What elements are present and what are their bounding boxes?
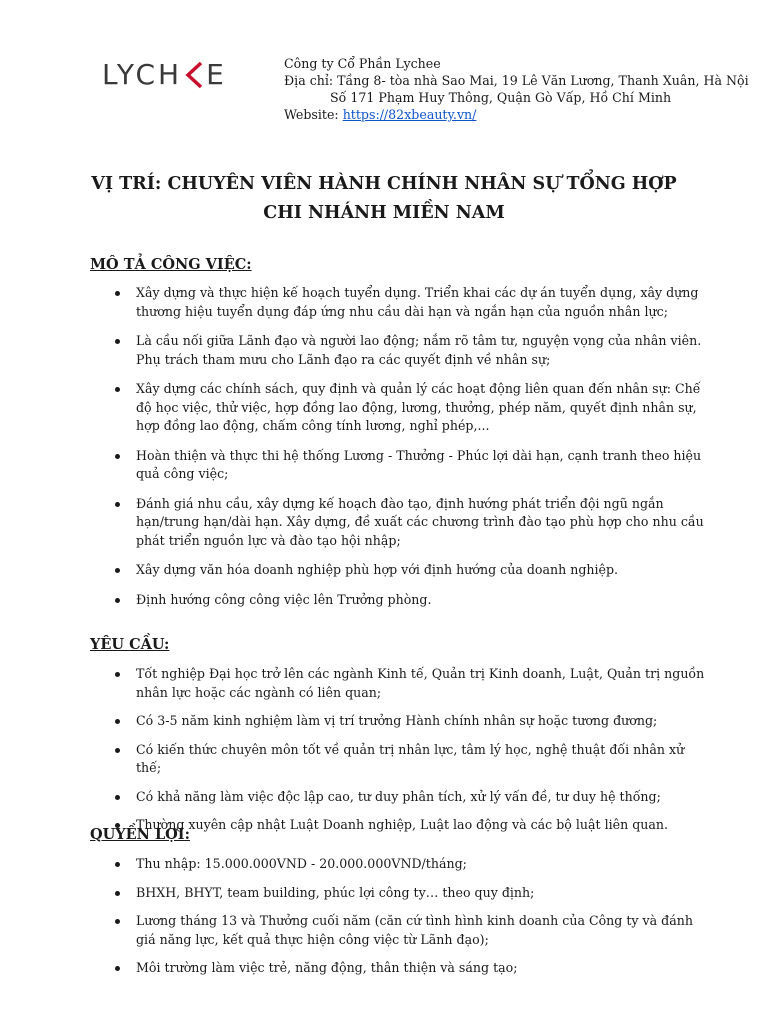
list-item-text: Là cầu nối giữa Lãnh đạo và người lao động; nắm rõ tâm tư, nguyện vọng của nhân viên. Phụ trách tham mưu cho Lãnh đạo ra các quyết định về nhân sự; — [136, 333, 702, 367]
list-item — [112, 788, 712, 807]
job-title-line2: CHI NHÁNH MIỀN NAM — [263, 203, 505, 223]
list-item-text: Lương tháng 13 và Thưởng cuối năm (căn cứ tình hình kinh doanh của Công ty và đánh giá năng lực, kết quả thực hiện công việc từ Lãnh đạo); — [136, 913, 693, 947]
list-item — [112, 912, 712, 949]
bullet-icon — [115, 454, 120, 459]
list-item — [112, 561, 712, 580]
list-item — [112, 591, 712, 610]
job-description-list — [112, 284, 712, 609]
list-item — [112, 855, 712, 874]
website-label: Website: — [284, 107, 343, 122]
list-item-text: Hoàn thiện và thực thi hệ thống Lương - Thưởng - Phúc lợi dài hạn, cạnh tranh theo hiệu quả công việc; — [136, 447, 702, 481]
company-address-hanoi: Địa chỉ: Tầng 8- tòa nhà Sao Mai, 19 Lê Văn Lương, Thanh Xuân, Hà Nội — [284, 73, 749, 88]
list-item — [112, 332, 712, 369]
list-item-text: Có 3-5 năm kinh nghiệm làm vị trí trưởng Hành chính nhân sự hoặc tương đương; — [136, 713, 658, 728]
bullet-icon — [115, 795, 120, 800]
bullet-icon — [115, 598, 120, 603]
list-item-text: Xây dựng các chính sách, quy định và quản lý các hoạt động liên quan đến nhân sự: Chế độ học việc, thử việc, hợp đồng lao động, lương, thưởng, phép năm, quyết định nhân sự, hợp đồng lao động, chấm công tính lương, nghỉ phép,... — [136, 381, 701, 433]
list-item-text: Tốt nghiệp Đại học trở lên các ngành Kinh tế, Quản trị Kinh doanh, Luật, Quản trị nguồn nhân lực hoặc các ngành có liên quan; — [136, 666, 705, 700]
lychee-mark-icon — [185, 61, 203, 89]
list-item — [112, 665, 712, 702]
bullet-icon — [115, 291, 120, 296]
list-item — [112, 741, 712, 778]
bullet-icon — [115, 719, 120, 724]
bullet-icon — [115, 568, 120, 573]
job-title — [0, 170, 768, 228]
benefits-heading: QUYỀN LỢI: — [90, 826, 190, 843]
list-item-text: Đánh giá nhu cầu, xây dựng kế hoạch đào tạo, định hướng phát triển đội ngũ ngắn hạn/trung hạn/dài hạn. Xây dựng, đề xuất các chương trình đào tạo phù hợp cho nhu cầu phát triển nguồn lực và đào tạo hội nhập; — [136, 495, 704, 548]
bullet-icon — [115, 862, 120, 867]
list-item-text: Thường xuyên cập nhật Luật Doanh nghiệp, Luật lao động và các bộ luật liên quan. — [136, 817, 668, 832]
bullet-icon — [115, 748, 120, 753]
list-item-text: Định hướng công công việc lên Trưởng phòng. — [136, 591, 432, 607]
list-item — [112, 884, 712, 903]
company-address-hcm: Số 171 Phạm Huy Thông, Quận Gò Vấp, Hồ Chí Minh — [330, 90, 672, 105]
list-item — [112, 959, 712, 978]
bullet-icon — [115, 339, 120, 344]
list-item-text: Có khả năng làm việc độc lập cao, tư duy phân tích, xử lý vấn đề, tư duy hệ thống; — [136, 788, 661, 804]
company-logo — [102, 58, 227, 91]
job-description-heading: MÔ TẢ CÔNG VIỆC: — [90, 256, 252, 273]
list-item — [112, 495, 712, 551]
list-item — [112, 380, 712, 436]
bullet-icon — [115, 672, 120, 677]
list-item-text: BHXH, BHYT, team building, phúc lợi công ty… theo quy định; — [136, 884, 535, 900]
list-item-text: Xây dựng và thực hiện kế hoạch tuyển dụng. Triển khai các dự án tuyển dụng, xây dựng thương hiệu tuyển dụng đáp ứng nhu cầu dài hạn và ngắn hạn của nguồn nhân lực; — [136, 285, 699, 319]
list-item-text: Thu nhập: 15.000.000VND - 20.000.000VND/tháng; — [136, 856, 467, 871]
list-item — [112, 447, 712, 484]
list-item — [112, 712, 712, 731]
list-item — [112, 284, 712, 321]
list-item-text: Có kiến thức chuyên môn tốt về quản trị nhân lực, tâm lý học, nghệ thuật đối nhân xử thế; — [136, 741, 685, 775]
company-info — [284, 55, 749, 123]
requirements-heading: YÊU CẦU: — [90, 636, 170, 653]
bullet-icon — [115, 919, 120, 924]
bullet-icon — [115, 891, 120, 896]
list-item-text: Môi trường làm việc trẻ, năng động, thân thiện và sáng tạo; — [136, 960, 518, 975]
company-website — [284, 106, 749, 123]
bullet-icon — [115, 387, 120, 392]
list-item-text: Xây dựng văn hóa doanh nghiệp phù hợp với định hướng của doanh nghiệp. — [136, 562, 619, 577]
logo-text-left: LYCH — [102, 58, 183, 91]
list-item — [112, 816, 712, 835]
bullet-icon — [115, 502, 120, 507]
job-title-line1: VỊ TRÍ: CHUYÊN VIÊN HÀNH CHÍNH NHÂN SỰ TỔNG HỢP — [91, 174, 677, 194]
company-name: Công ty Cổ Phần Lychee — [284, 56, 441, 71]
benefits-list — [112, 855, 712, 978]
bullet-icon — [115, 966, 120, 971]
logo-text-right: E — [206, 58, 227, 91]
requirements-list — [112, 665, 712, 835]
website-link[interactable]: https://82xbeauty.vn/ — [342, 107, 477, 122]
